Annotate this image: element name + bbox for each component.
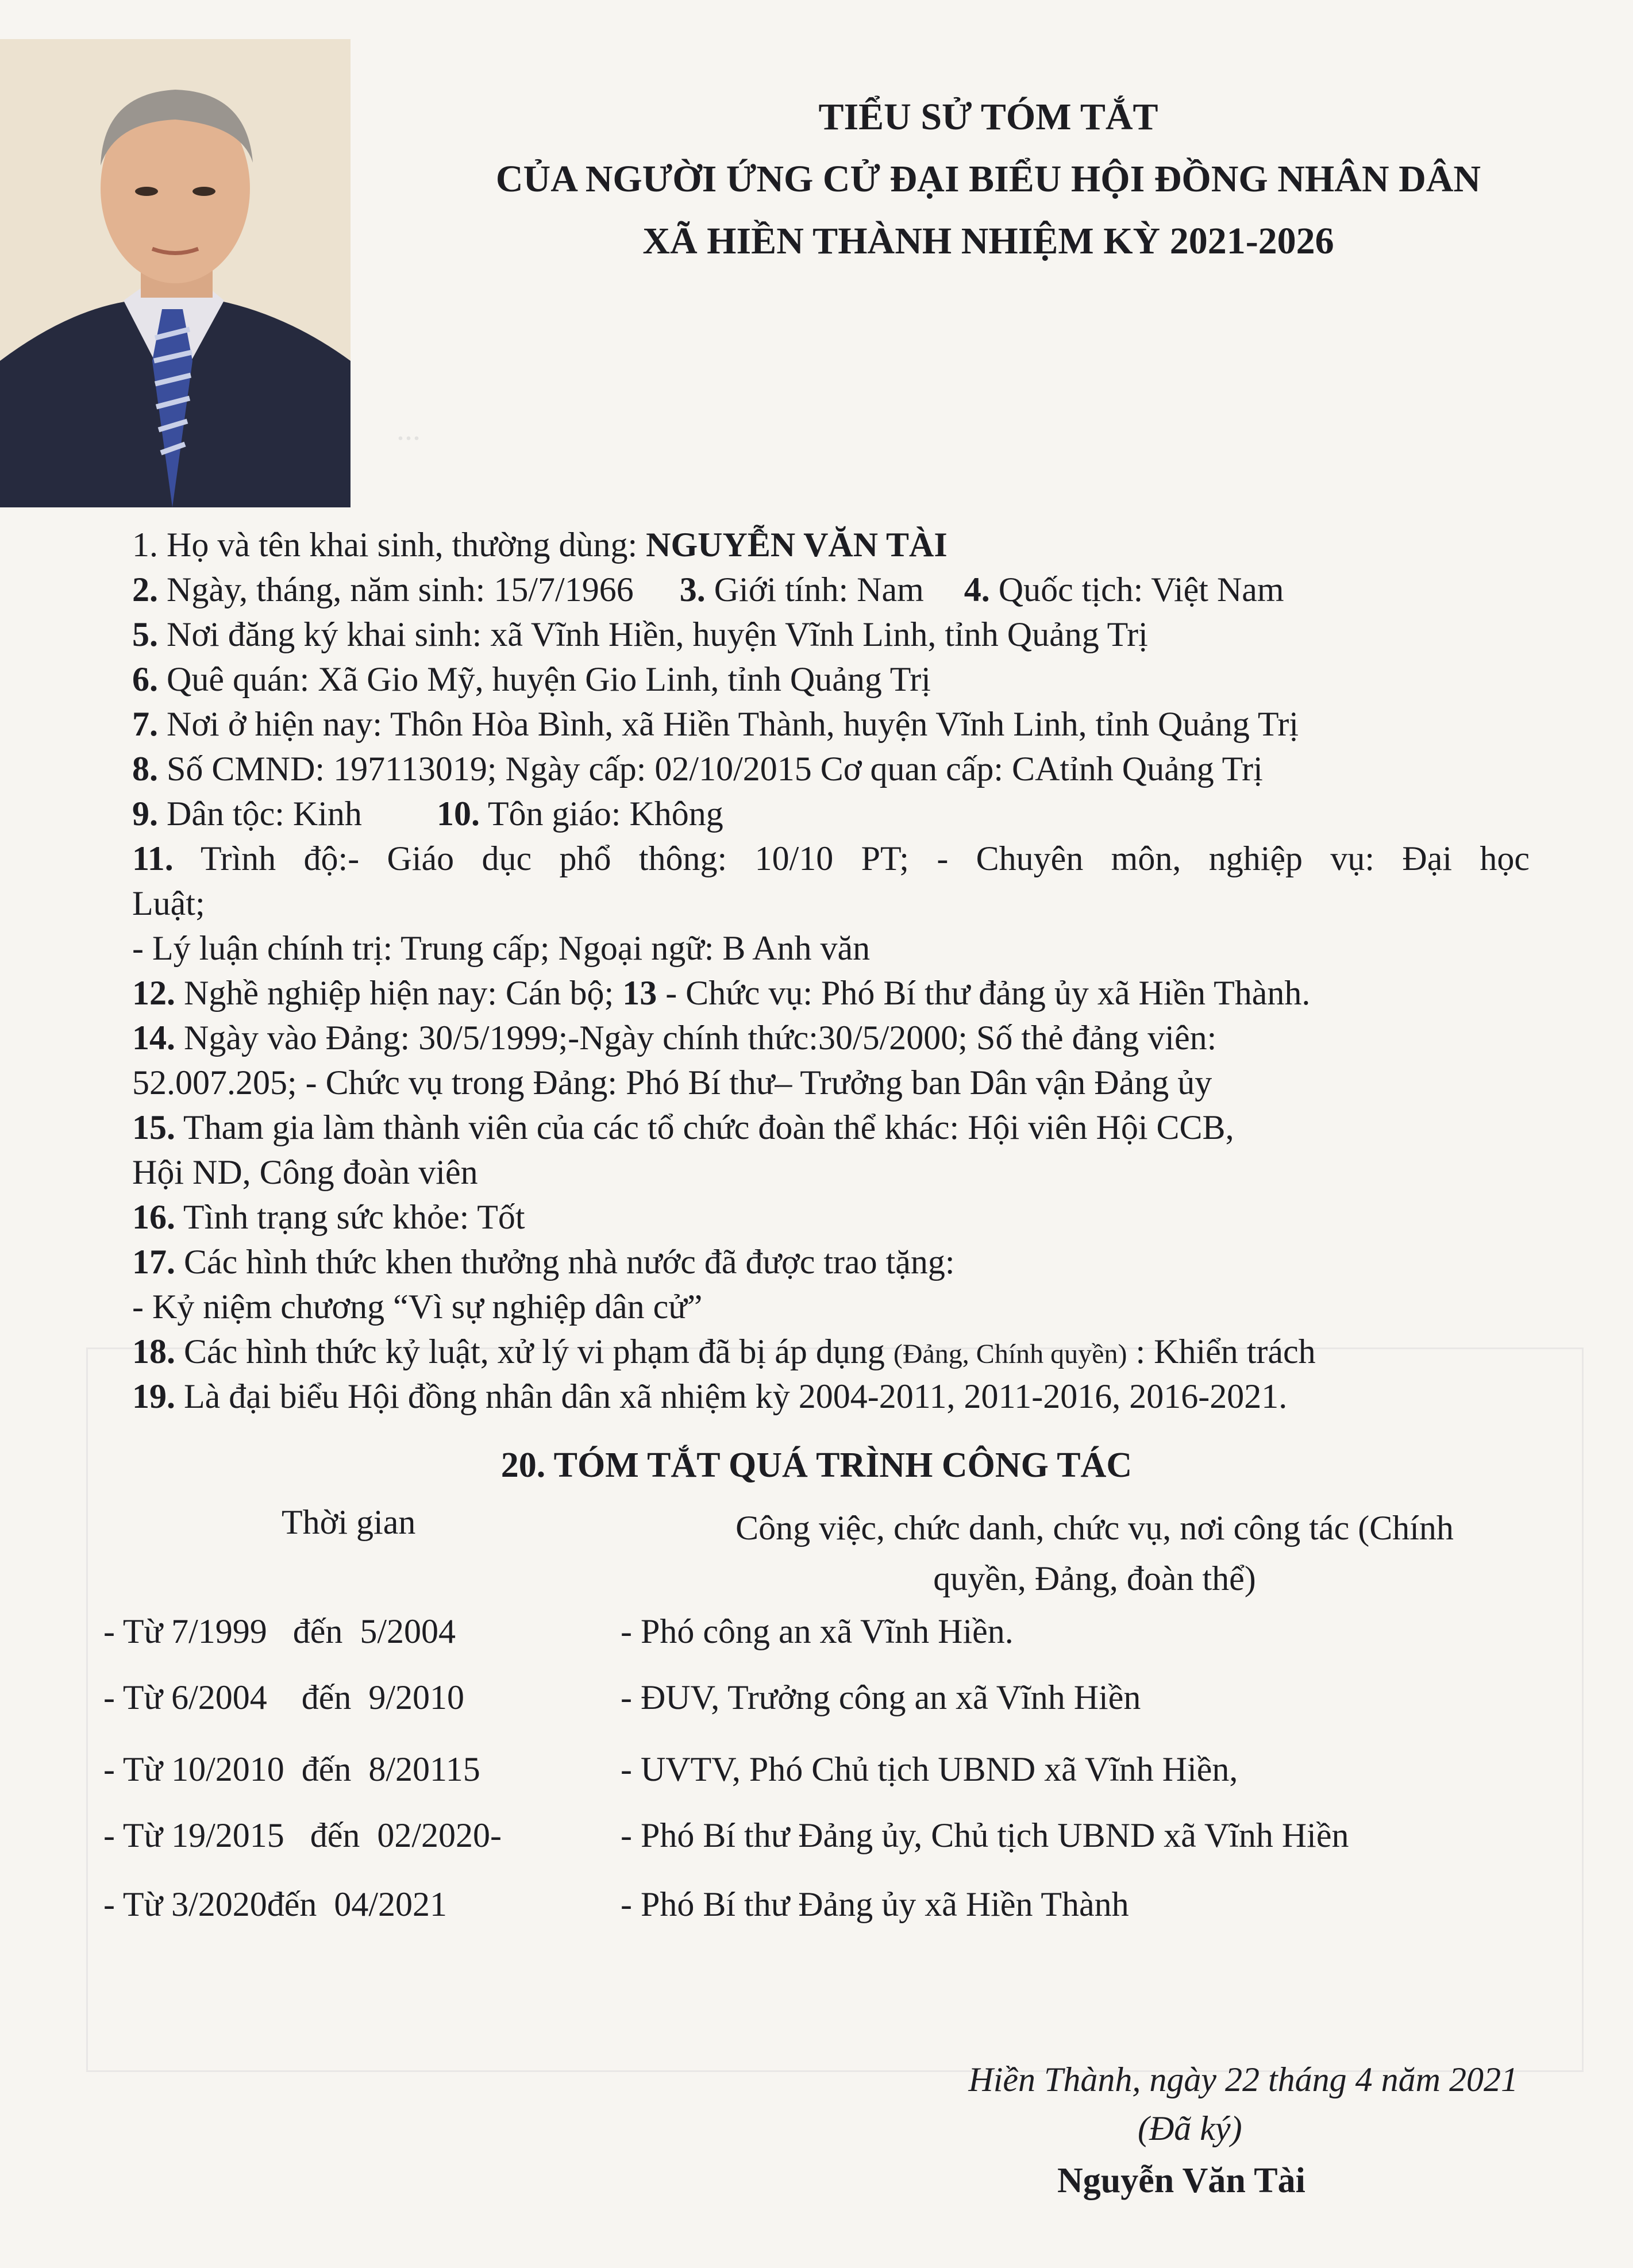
item-text: Các hình thức khen thưởng nhà nước đã được trao tặng: [184, 1243, 955, 1281]
show-through-text: ... [396, 411, 421, 447]
item-7 [132, 702, 1530, 746]
gender: Giới tính: Nam [714, 571, 924, 609]
item-11-cont [132, 881, 1530, 925]
work-row-time: - Từ 3/2020đến 04/2021 [103, 1885, 448, 1923]
item-5 [132, 613, 1530, 656]
item-number: 17. [132, 1243, 175, 1281]
item-text: Quê quán: Xã Gio Mỹ, huyện Gio Linh, tỉnh Quảng Trị [167, 660, 931, 698]
item-number: 2. [132, 571, 158, 609]
item-number: 10. [436, 795, 480, 833]
item-number: 3. [679, 571, 706, 609]
column-header-time: Thời gian [282, 1503, 416, 1541]
work-row-job: - UVTV, Phó Chủ tịch UBND xã Vĩnh Hiền, [621, 1750, 1238, 1788]
item-text: Số CMND: 197113019; Ngày cấp: 02/10/2015 Cơ quan cấp: CAtỉnh Quảng Trị [167, 750, 1263, 788]
item-number: 8. [132, 750, 158, 788]
item-15 [132, 1106, 1530, 1149]
birth-date: Ngày, tháng, năm sinh: 15/7/1966 [167, 571, 634, 609]
item-number: 16. [132, 1198, 175, 1236]
title-line-3: XÃ HIỀN THÀNH NHIỆM KỲ 2021-2026 [642, 220, 1334, 262]
item-number: 19. [132, 1377, 175, 1415]
work-row-time: - Từ 6/2004 đến 9/2010 [103, 1678, 465, 1716]
item-text: Nơi ở hiện nay: Thôn Hòa Bình, xã Hiền Thành, huyện Vĩnh Linh, tỉnh Quảng Trị [167, 705, 1299, 743]
signer-name: Nguyễn Văn Tài [1057, 2161, 1305, 2200]
column-header-job-line-1: Công việc, chức danh, chức vụ, nơi công tác (Chính [735, 1509, 1454, 1547]
item-number: 15. [132, 1108, 175, 1146]
work-row-job: - Phó công an xã Vĩnh Hiền. [621, 1612, 1014, 1650]
item-11 [132, 837, 1530, 880]
work-row-job: - Phó Bí thư Đảng ủy, Chủ tịch UBND xã Vĩnh Hiền [621, 1816, 1349, 1854]
item-14 [132, 1016, 1530, 1060]
item-text: Là đại biểu Hội đồng nhân dân xã nhiệm kỳ 2004-2011, 2011-2016, 2016-2021. [184, 1377, 1288, 1415]
title-line-2: CỦA NGƯỜI ỨNG CỬ ĐẠI BIỂU HỘI ĐỒNG NHÂN DÂN [495, 158, 1481, 200]
item-text: Họ và tên khai sinh, thường dùng: [167, 526, 646, 564]
item-note: (Đảng, Chính quyền) [893, 1339, 1127, 1369]
item-text: Ngày vào Đảng: 30/5/1999;-Ngày chính thức:30/5/2000; Số thẻ đảng viên: [184, 1019, 1217, 1057]
item-text: - Kỷ niệm chương “Vì sự nghiệp dân cử” [132, 1288, 703, 1326]
item-number: 9. [132, 795, 158, 833]
item-text: 52.007.205; - Chức vụ trong Đảng: Phó Bí thư– Trưởng ban Dân vận Đảng ủy [132, 1064, 1212, 1102]
item-number: 5. [132, 615, 158, 653]
portrait-photo [0, 39, 351, 507]
position: - Chức vụ: Phó Bí thư đảng ủy xã Hiền Thành. [665, 974, 1311, 1012]
item-number: 6. [132, 660, 158, 698]
item-number: 18. [132, 1333, 175, 1370]
work-row-job: - ĐUV, Trưởng công an xã Vĩnh Hiền [621, 1678, 1141, 1716]
item-text: Nơi đăng ký khai sinh: xã Vĩnh Hiền, huyện Vĩnh Linh, tỉnh Quảng Trị [167, 615, 1148, 653]
item-text: Tham gia làm thành viên của các tổ chức đoàn thể khác: Hội viên Hội CCB, [183, 1108, 1234, 1146]
item-number: 1. [132, 526, 158, 564]
religion: Tôn giáo: Không [487, 795, 723, 833]
item-17 [132, 1240, 1530, 1284]
title-line-1: TIỂU SỬ TÓM TẮT [818, 96, 1158, 138]
item-1 [132, 523, 1530, 567]
work-row-time: - Từ 10/2010 đến 8/20115 [103, 1750, 480, 1788]
signature-date: Hiền Thành, ngày 22 tháng 4 năm 2021 [968, 2061, 1518, 2098]
item-19 [132, 1374, 1530, 1418]
item-text: - Lý luận chính trị: Trung cấp; Ngoại ngữ: B Anh văn [132, 929, 871, 967]
work-row-job: - Phó Bí thư Đảng ủy xã Hiền Thành [621, 1885, 1129, 1923]
column-header-job [655, 1503, 1534, 1604]
signed-note: (Đã ký) [1138, 2109, 1242, 2147]
occupation: Nghề nghiệp hiện nay: Cán bộ; [184, 974, 614, 1012]
item-text: Các hình thức kỷ luật, xử lý vi phạm đã bị áp dụng [184, 1333, 893, 1370]
item-text: Trình độ:- Giáo dục phổ thông: 10/10 PT; - Chuyên môn, nghiệp vụ: Đại học [200, 840, 1530, 877]
item-number: 12. [132, 974, 175, 1012]
item-9-10 [132, 792, 1530, 835]
full-name: NGUYỄN VĂN TÀI [646, 526, 948, 564]
work-row-time: - Từ 7/1999 đến 5/2004 [103, 1612, 456, 1650]
nationality: Quốc tịch: Việt Nam [998, 571, 1284, 609]
item-number: 14. [132, 1019, 175, 1057]
item-text: Hội ND, Công đoàn viên [132, 1153, 478, 1191]
item-number: 11. [132, 840, 174, 877]
document-title [356, 86, 1620, 272]
item-text: Tình trạng sức khỏe: Tốt [183, 1198, 525, 1236]
item-number: 7. [132, 705, 158, 743]
item-14-cont [132, 1061, 1530, 1104]
section-title: 20. TÓM TẮT QUÁ TRÌNH CÔNG TÁC [500, 1446, 1133, 1485]
ethnicity: Dân tộc: Kinh [167, 795, 362, 833]
item-18 [132, 1330, 1530, 1376]
item-number: 4. [964, 571, 990, 609]
work-row-time: - Từ 19/2015 đến 02/2020- [103, 1816, 502, 1854]
item-11-political [132, 926, 1530, 970]
column-header-job-line-2: quyền, Đảng, đoàn thể) [933, 1560, 1256, 1597]
item-15-cont [132, 1150, 1530, 1194]
item-text: : Khiển trách [1127, 1333, 1316, 1370]
item-6 [132, 657, 1530, 701]
item-number: 13 [622, 974, 657, 1012]
item-8 [132, 747, 1530, 791]
item-16 [132, 1195, 1530, 1239]
item-17-cont [132, 1285, 1530, 1329]
item-text: Luật; [132, 884, 205, 922]
item-2-4 [132, 568, 1530, 611]
item-12-13 [132, 971, 1530, 1015]
